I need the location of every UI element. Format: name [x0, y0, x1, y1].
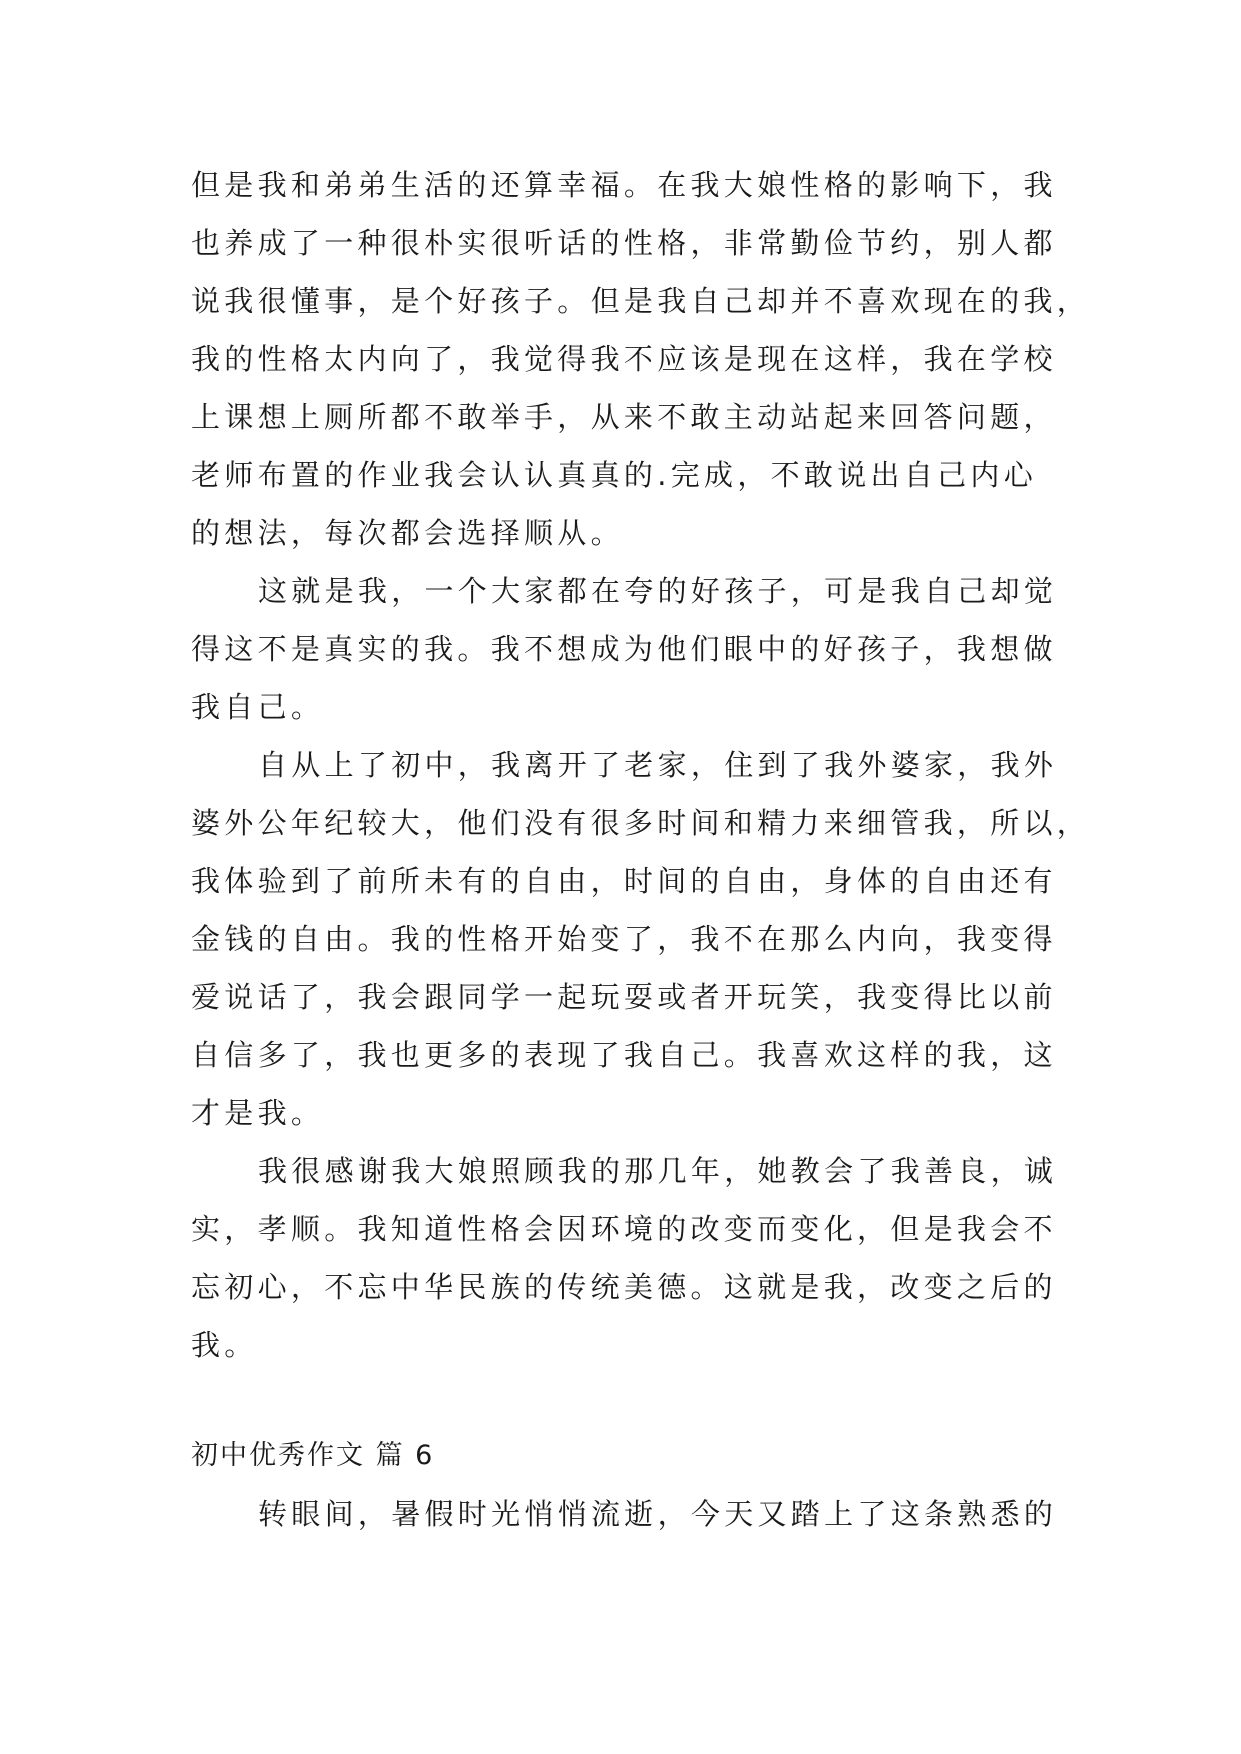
paragraph-2-line-3: 我自己。: [191, 690, 325, 724]
paragraph-1-line-6: 老师布置的作业我会认认真真的.完成，不敢说出自己内心: [191, 458, 1038, 492]
paragraph-2-line-1: 这就是我，一个大家都在夸的好孩子，可是我自己却觉: [258, 574, 1058, 608]
paragraph-4-line-1: 我很感谢我大娘照顾我的那几年，她教会了我善良，诚: [258, 1154, 1058, 1188]
paragraph-3-line-1: 自从上了初中，我离开了老家，住到了我外婆家，我外: [258, 748, 1058, 782]
paragraph-2-line-2: 得这不是真实的我。我不想成为他们眼中的好孩子，我想做: [191, 632, 1057, 666]
paragraph-3-line-7: 才是我。: [191, 1096, 325, 1130]
paragraph-3-line-2: 婆外公年纪较大，他们没有很多时间和精力来细管我，所以，: [191, 806, 1091, 840]
paragraph-4-line-3: 忘初心，不忘中华民族的传统美德。这就是我，改变之后的: [191, 1270, 1057, 1304]
paragraph-3-line-5: 爱说话了，我会跟同学一起玩耍或者开玩笑，我变得比以前: [191, 980, 1057, 1014]
section-title: 初中优秀作文 篇 6: [191, 1440, 435, 1471]
next-paragraph-line-1: 转眼间，暑假时光悄悄流逝，今天又踏上了这条熟悉的: [258, 1497, 1058, 1531]
paragraph-1-line-4: 我的性格太内向了，我觉得我不应该是现在这样，我在学校: [191, 342, 1057, 376]
paragraph-1-line-2: 也养成了一种很朴实很听话的性格，非常勤俭节约，别人都: [191, 226, 1057, 260]
paragraph-1-line-5: 上课想上厕所都不敢举手，从来不敢主动站起来回答问题，: [191, 400, 1057, 434]
paragraph-4-line-4: 我。: [191, 1328, 258, 1362]
paragraph-3-line-6: 自信多了，我也更多的表现了我自己。我喜欢这样的我，这: [191, 1038, 1057, 1072]
paragraph-3-line-3: 我体验到了前所未有的自由，时间的自由，身体的自由还有: [191, 864, 1057, 898]
paragraph-1-line-1: 但是我和弟弟生活的还算幸福。在我大娘性格的影响下，我: [191, 168, 1057, 202]
paragraph-4-line-2: 实，孝顺。我知道性格会因环境的改变而变化，但是我会不: [191, 1212, 1057, 1246]
paragraph-1-line-7: 的想法，每次都会选择顺从。: [191, 516, 624, 550]
paragraph-3-line-4: 金钱的自由。我的性格开始变了，我不在那么内向，我变得: [191, 922, 1057, 956]
paragraph-1-line-3: 说我很懂事，是个好孩子。但是我自己却并不喜欢现在的我，: [191, 284, 1091, 318]
